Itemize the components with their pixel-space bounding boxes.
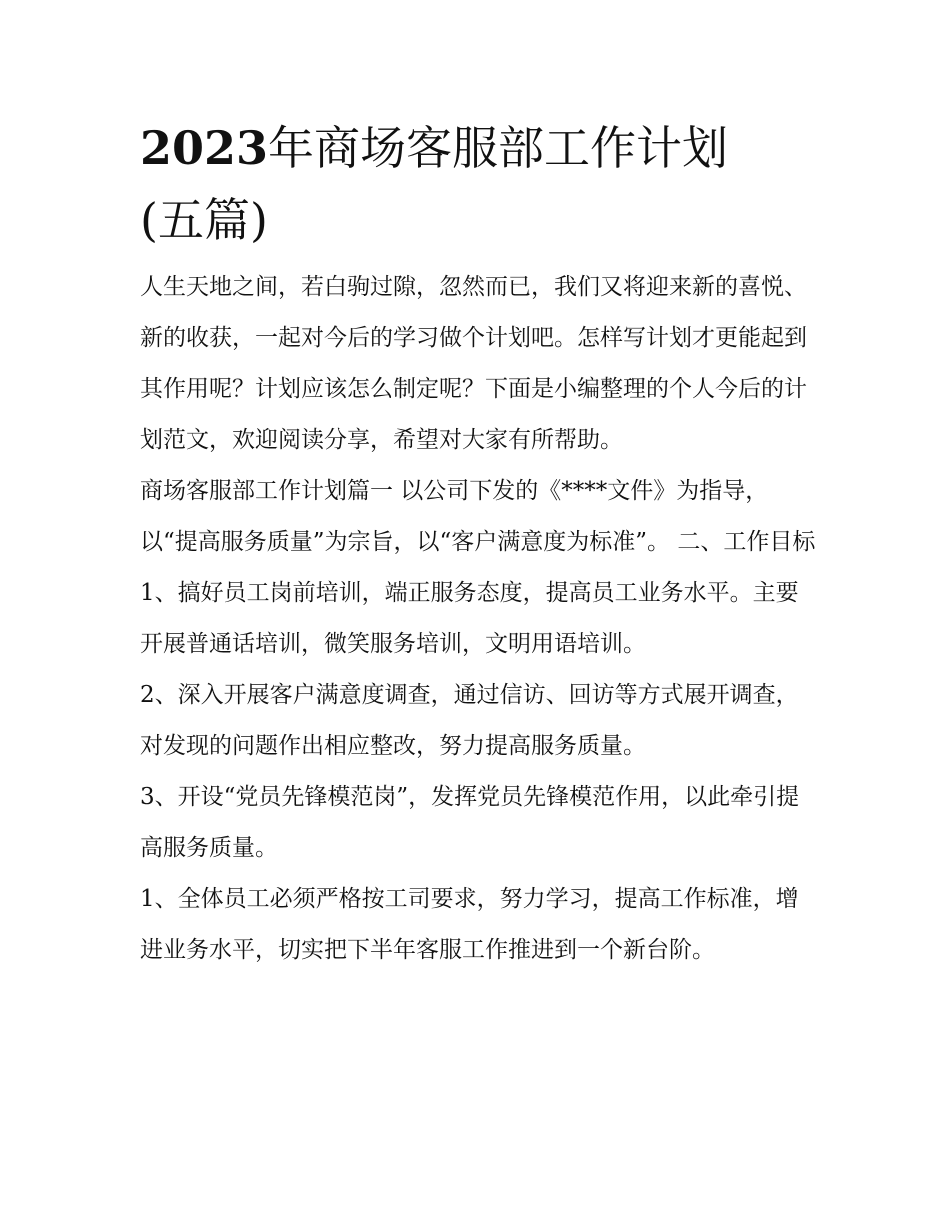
title-year: 2023 (140, 121, 269, 175)
paragraph-section-one: 商场客服部工作计划篇一 以公司下发的《****文件》为指导，以“提高服务质量”为宗旨，以“客户满意度为标准”。 二、工作目标 (140, 478, 816, 555)
paragraph-item-1: 1、搞好员工岗前培训，端正服务态度，提高员工业务水平。主要开展普通话培训，微笑服务培训，文明用语培训。 (140, 580, 799, 657)
title-text-line2: (五篇) (140, 193, 268, 247)
paragraph-item-3: 3、开设“党员先锋模范岗”，发挥党员先锋模范作用，以此牵引提高服务质量。 (140, 784, 800, 861)
title-text-line1: 年商场客服部工作计划 (268, 121, 729, 175)
paragraph-intro: 人生天地之间，若白驹过隙，忽然而已，我们又将迎来新的喜悦、新的收获，一起对今后的学习做个计划吧。怎样写计划才更能起到其作用呢？计划应该怎么制定呢？下面是小编整理的个人今后的计划范文，欢迎阅读分享，希望对大家有所帮助。 (140, 274, 807, 453)
document-title (140, 112, 820, 256)
paragraph-item-2: 2、深入开展客户满意度调查，通过信访、回访等方式展开调查，对发现的问题作出相应整改，努力提高服务质量。 (140, 682, 799, 759)
paragraph-item-1-b: 1、全体员工必须严格按工司要求，努力学习，提高工作标准，增进业务水平，切实把下半年客服工作推进到一个新台阶。 (140, 886, 799, 963)
document-content (140, 112, 820, 976)
